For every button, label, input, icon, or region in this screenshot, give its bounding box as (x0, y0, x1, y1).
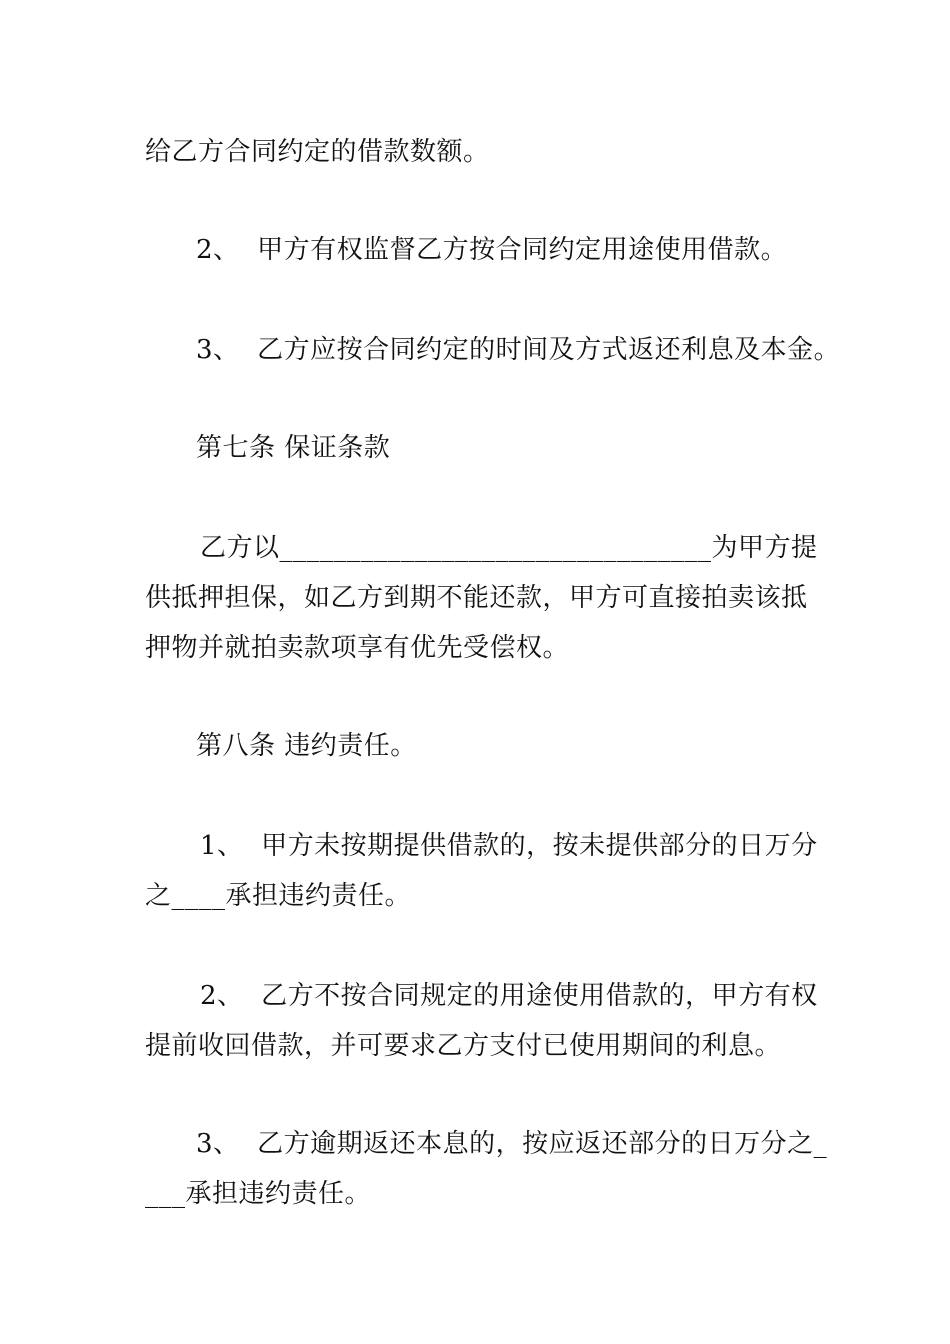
clause-8-item-1-line-1: 1、 甲方未按期提供借款的，按未提供部分的日万分 (200, 831, 818, 861)
clause-7-text-line-1: 乙方以________________________________为甲方提 (200, 533, 818, 563)
clause-7-text-line-2: 供抵押担保，如乙方到期不能还款，甲方可直接拍卖该抵 (145, 583, 808, 613)
clause-8-item-2-line-2: 提前收回借款，并可要求乙方支付已使用期间的利息。 (145, 1031, 782, 1061)
clause-8-item-3-line-1: 3、 乙方逾期返还本息的，按应返还部分的日万分之_ (196, 1129, 828, 1159)
clause-7-text-line-3: 押物并就拍卖款项享有优先受偿权。 (145, 633, 570, 663)
clause-7-heading: 第七条 保证条款 (196, 433, 391, 463)
clause-6-item-3: 3、 乙方应按合同约定的时间及方式返还利息及本金。 (196, 335, 841, 365)
text-line: 给乙方合同约定的借款数额。 (145, 137, 490, 167)
clause-8-item-2-line-1: 2、 乙方不按合同规定的用途使用借款的，甲方有权 (200, 981, 818, 1011)
clause-8-item-3-line-2: ___承担违约责任。 (145, 1179, 372, 1209)
clause-6-item-2: 2、 甲方有权监督乙方按合同约定用途使用借款。 (196, 235, 788, 265)
clause-8-heading: 第八条 违约责任。 (196, 731, 417, 761)
clause-8-item-1-line-2: 之____承担违约责任。 (145, 881, 412, 911)
